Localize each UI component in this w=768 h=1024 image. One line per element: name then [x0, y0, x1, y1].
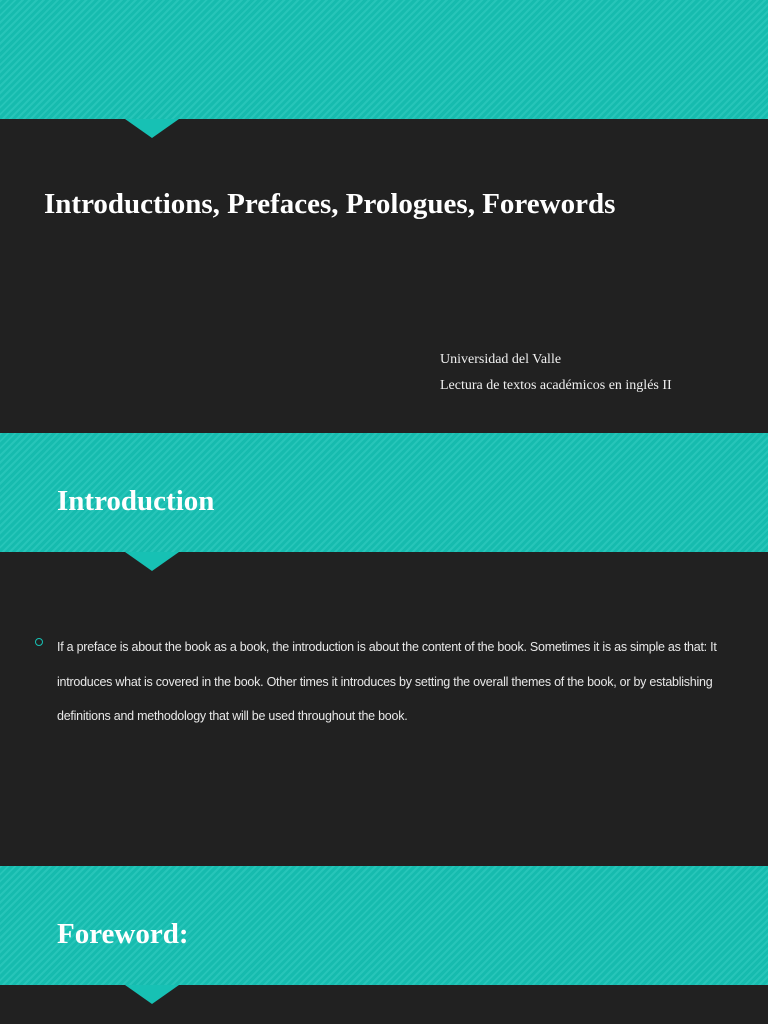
- slide3-body: [0, 985, 768, 1024]
- slide3-notch: [125, 985, 179, 1004]
- slide1-notch: [125, 119, 179, 138]
- bullet-circle-icon: [35, 638, 43, 646]
- presentation-title: Introductions, Prefaces, Prologues, Forewords: [44, 188, 616, 220]
- section-heading-foreword: Foreword:: [57, 918, 189, 950]
- section-heading-introduction: Introduction: [57, 485, 215, 517]
- subtitle-course: Lectura de textos académicos en inglés II: [440, 378, 672, 393]
- slide2-notch: [125, 552, 179, 571]
- subtitle-university: Universidad del Valle: [440, 352, 562, 367]
- introduction-body-text: If a preface is about the book as a book, the introduction is about the content of the book. Sometimes it is as simple as that: It introduces what is covered in the book. Other times it introduces by setting the overall themes of the book, or by establishing definitions and methodology that will be used throughout the book.: [57, 640, 717, 723]
- slide1-header-band: [0, 0, 768, 119]
